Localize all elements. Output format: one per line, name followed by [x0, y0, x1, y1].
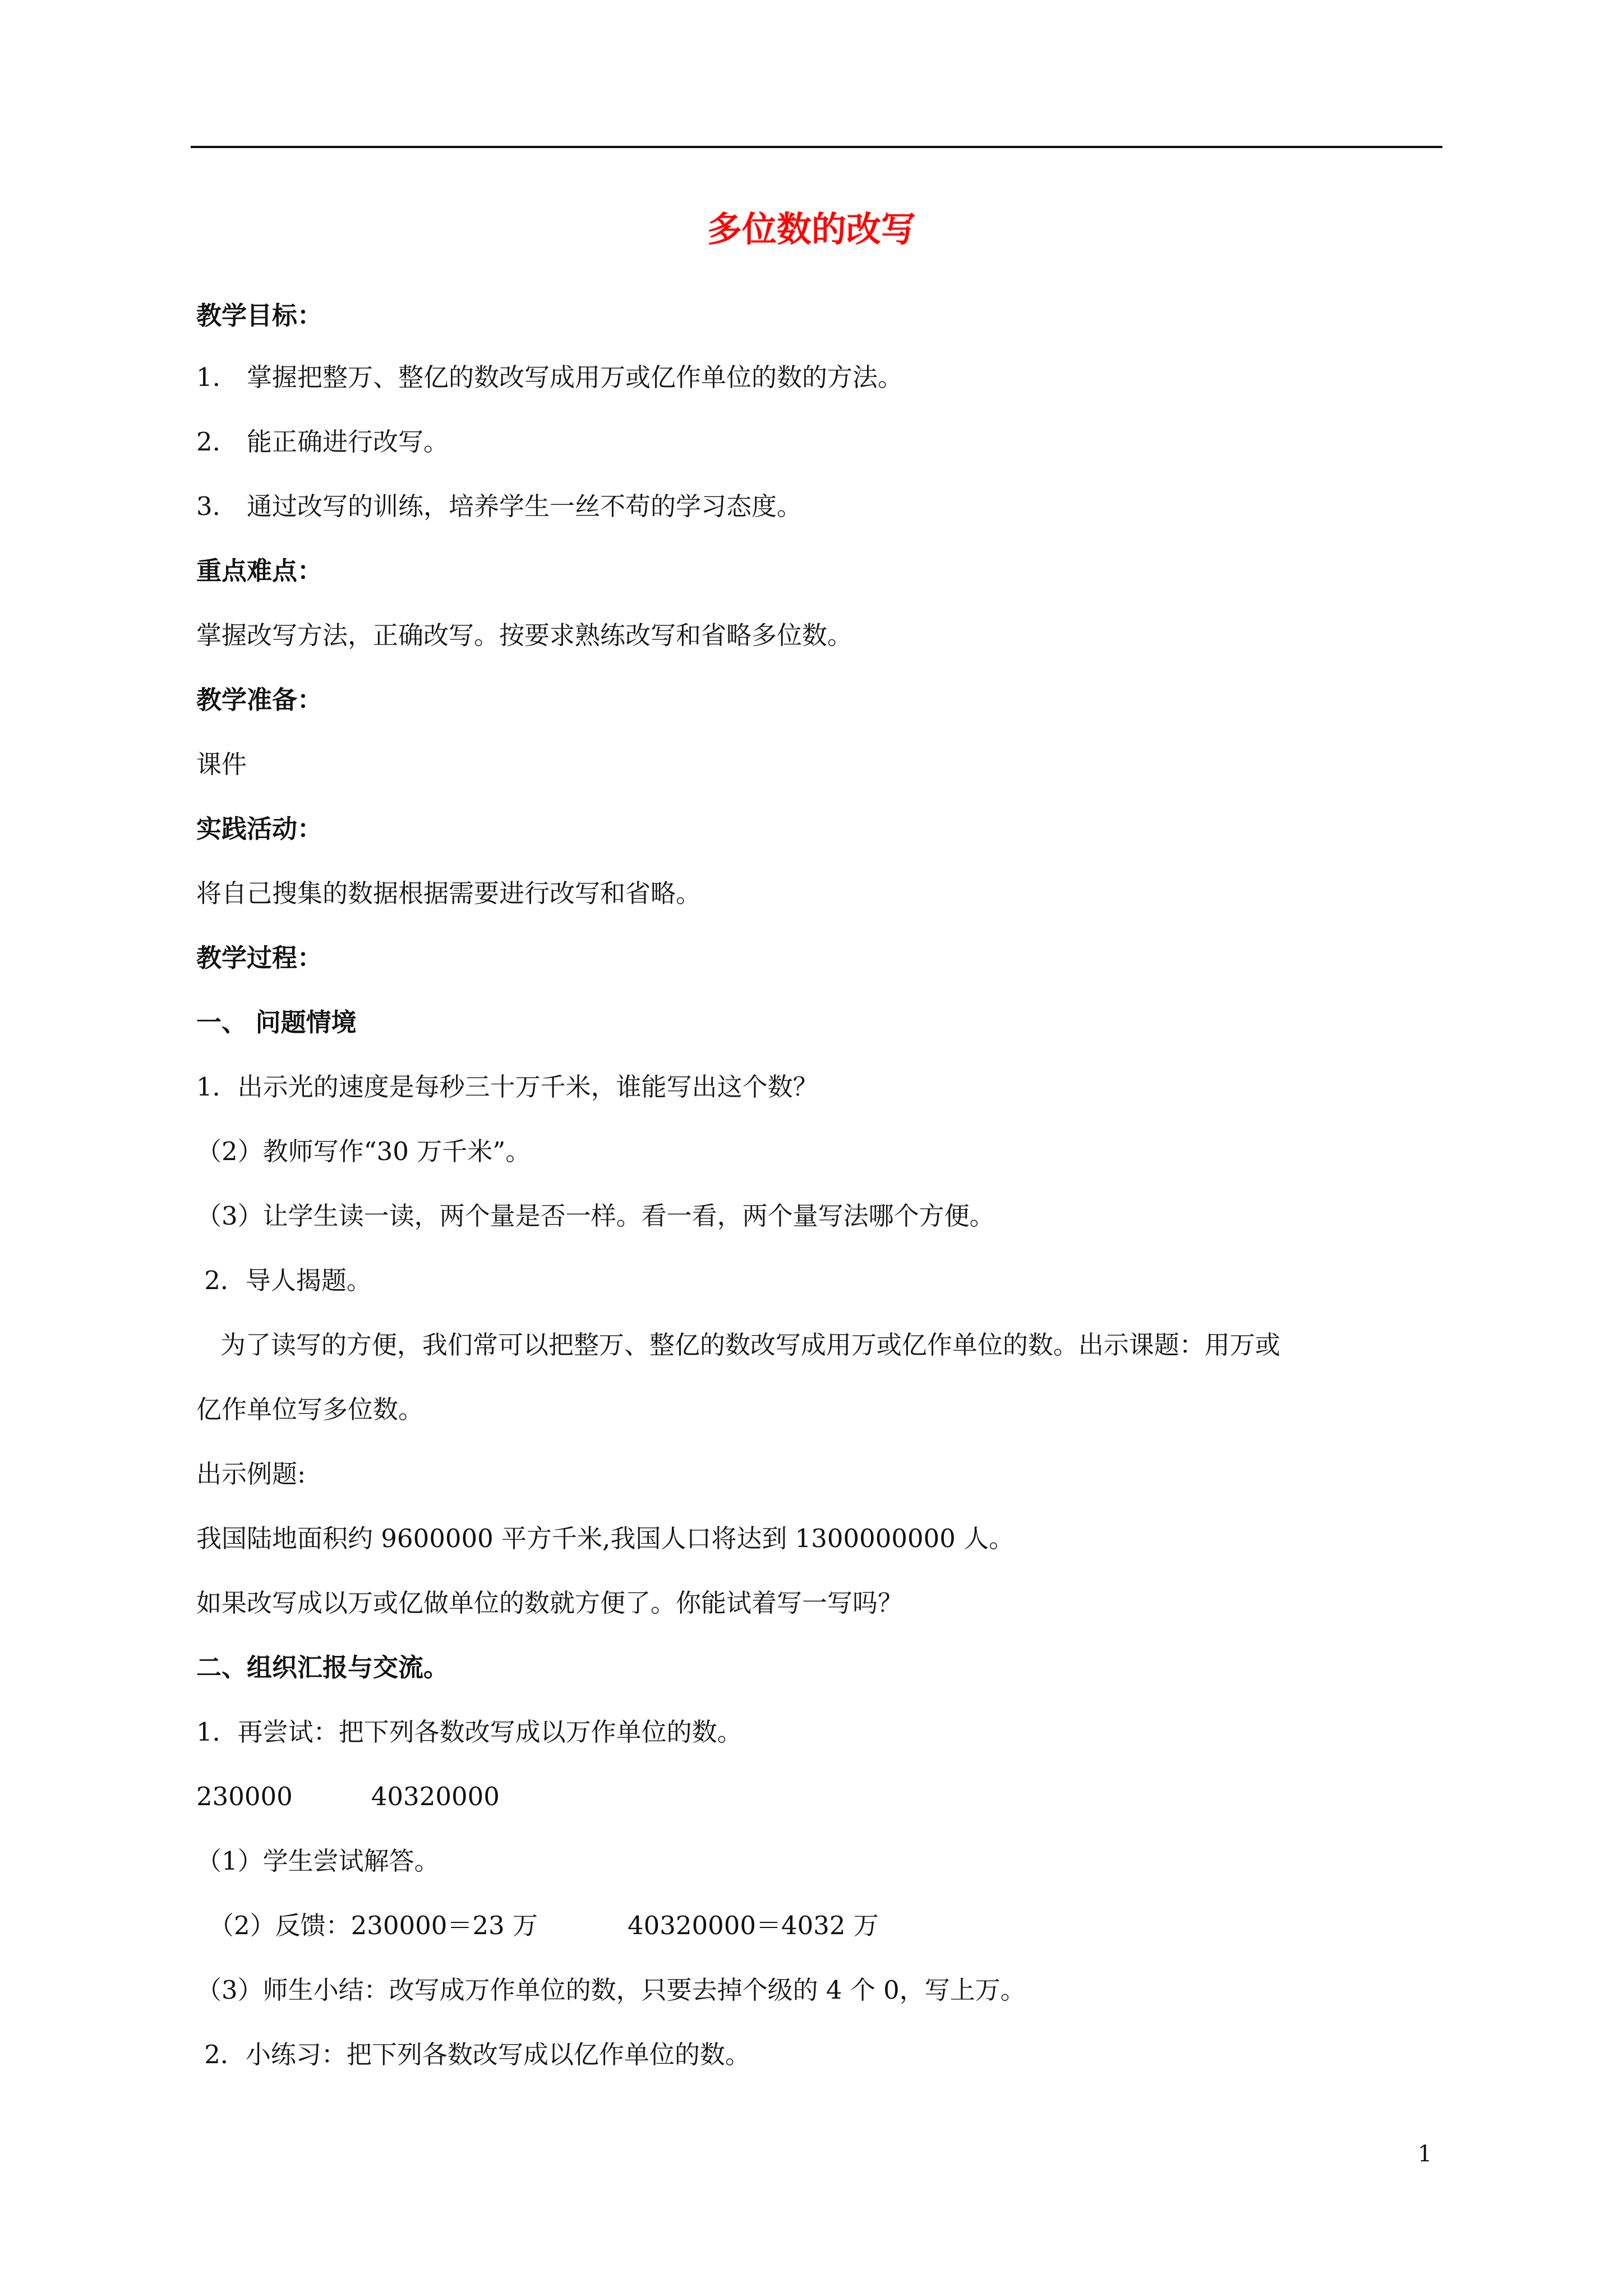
part1-line-7: 出示例题: [196, 1459, 306, 1489]
part1-line-8: 我国陆地面积约 9600000 平方千米,我国人口将达到 1300000000 人。 [196, 1524, 1015, 1553]
process-heading: 教学过程： [196, 943, 323, 973]
goal-item-3-text: 通过改写的训练，培养学生一丝不苟的学习态度。 [247, 491, 803, 521]
goal-item-3-number: 3. [196, 491, 220, 521]
part1-line-3: （3）让学生读一读，两个量是否一样。看一看，两个量写法哪个方便。 [196, 1201, 995, 1231]
goal-item-2-number: 2. [196, 427, 220, 457]
document-title: 多位数的改写 [707, 209, 916, 250]
feedback-line [209, 1913, 879, 1938]
number-list [196, 1784, 500, 1809]
prep-heading: 教学准备： [196, 685, 323, 715]
part1-heading: 一、 问题情境 [196, 1007, 357, 1037]
practice-line: 2．小练习：把下列各数改写成以亿作单位的数。 [196, 2040, 750, 2069]
feedback-equation-2: 40320000＝4032 万 [628, 1911, 879, 1940]
prep-text: 课件 [196, 749, 247, 779]
number-1: 230000 [196, 1782, 293, 1811]
key-heading: 重点难点： [196, 556, 323, 586]
goal-item-1-text: 掌握把整万、整亿的数改写成用万或亿作单位的数的方法。 [247, 362, 903, 392]
part2-heading: 二、组织汇报与交流。 [196, 1653, 449, 1682]
feedback-equation-1: 230000＝23 万 [351, 1911, 538, 1940]
part1-line-4: 2．导人揭题。 [196, 1266, 372, 1295]
goal-heading: 教学目标： [196, 301, 323, 330]
part1-line-6: 亿作单位写多位数。 [196, 1395, 424, 1424]
feedback-label: （2）反馈： [209, 1911, 351, 1940]
part2-line-1: 1．再尝试：把下列各数改写成以万作单位的数。 [196, 1717, 743, 1747]
goal-item-2-text: 能正确进行改写。 [247, 427, 449, 457]
part1-line-2: （2）教师写作“30 万千米”。 [196, 1137, 531, 1166]
part1-line-5: 为了读写的方便，我们常可以把整万、整亿的数改写成用万或亿作单位的数。出示课题：用万或 [196, 1330, 1280, 1360]
activity-text: 将自己搜集的数据根据需要进行改写和省略。 [196, 878, 702, 908]
header-rule [191, 146, 1442, 148]
goal-item-1-number: 1. [196, 362, 220, 392]
goal-item-2 [196, 427, 449, 457]
goal-item-1 [196, 362, 903, 392]
summary-line: （3）师生小结：改写成万作单位的数，只要去掉个级的 4 个 0，写上万。 [196, 1975, 1026, 2005]
part1-line-9: 如果改写成以万或亿做单位的数就方便了。你能试着写一写吗？ [196, 1588, 903, 1618]
number-2: 40320000 [371, 1782, 500, 1811]
part2-answer-label: （1）学生尝试解答。 [196, 1846, 440, 1876]
activity-heading: 实践活动： [196, 814, 323, 844]
key-text: 掌握改写方法，正确改写。按要求熟练改写和省略多位数。 [196, 620, 853, 650]
goal-item-3 [196, 491, 803, 521]
page-number: 1 [1418, 2141, 1432, 2167]
part1-line-1: 1．出示光的速度是每秒三十万千米，谁能写出这个数？ [196, 1072, 818, 1102]
